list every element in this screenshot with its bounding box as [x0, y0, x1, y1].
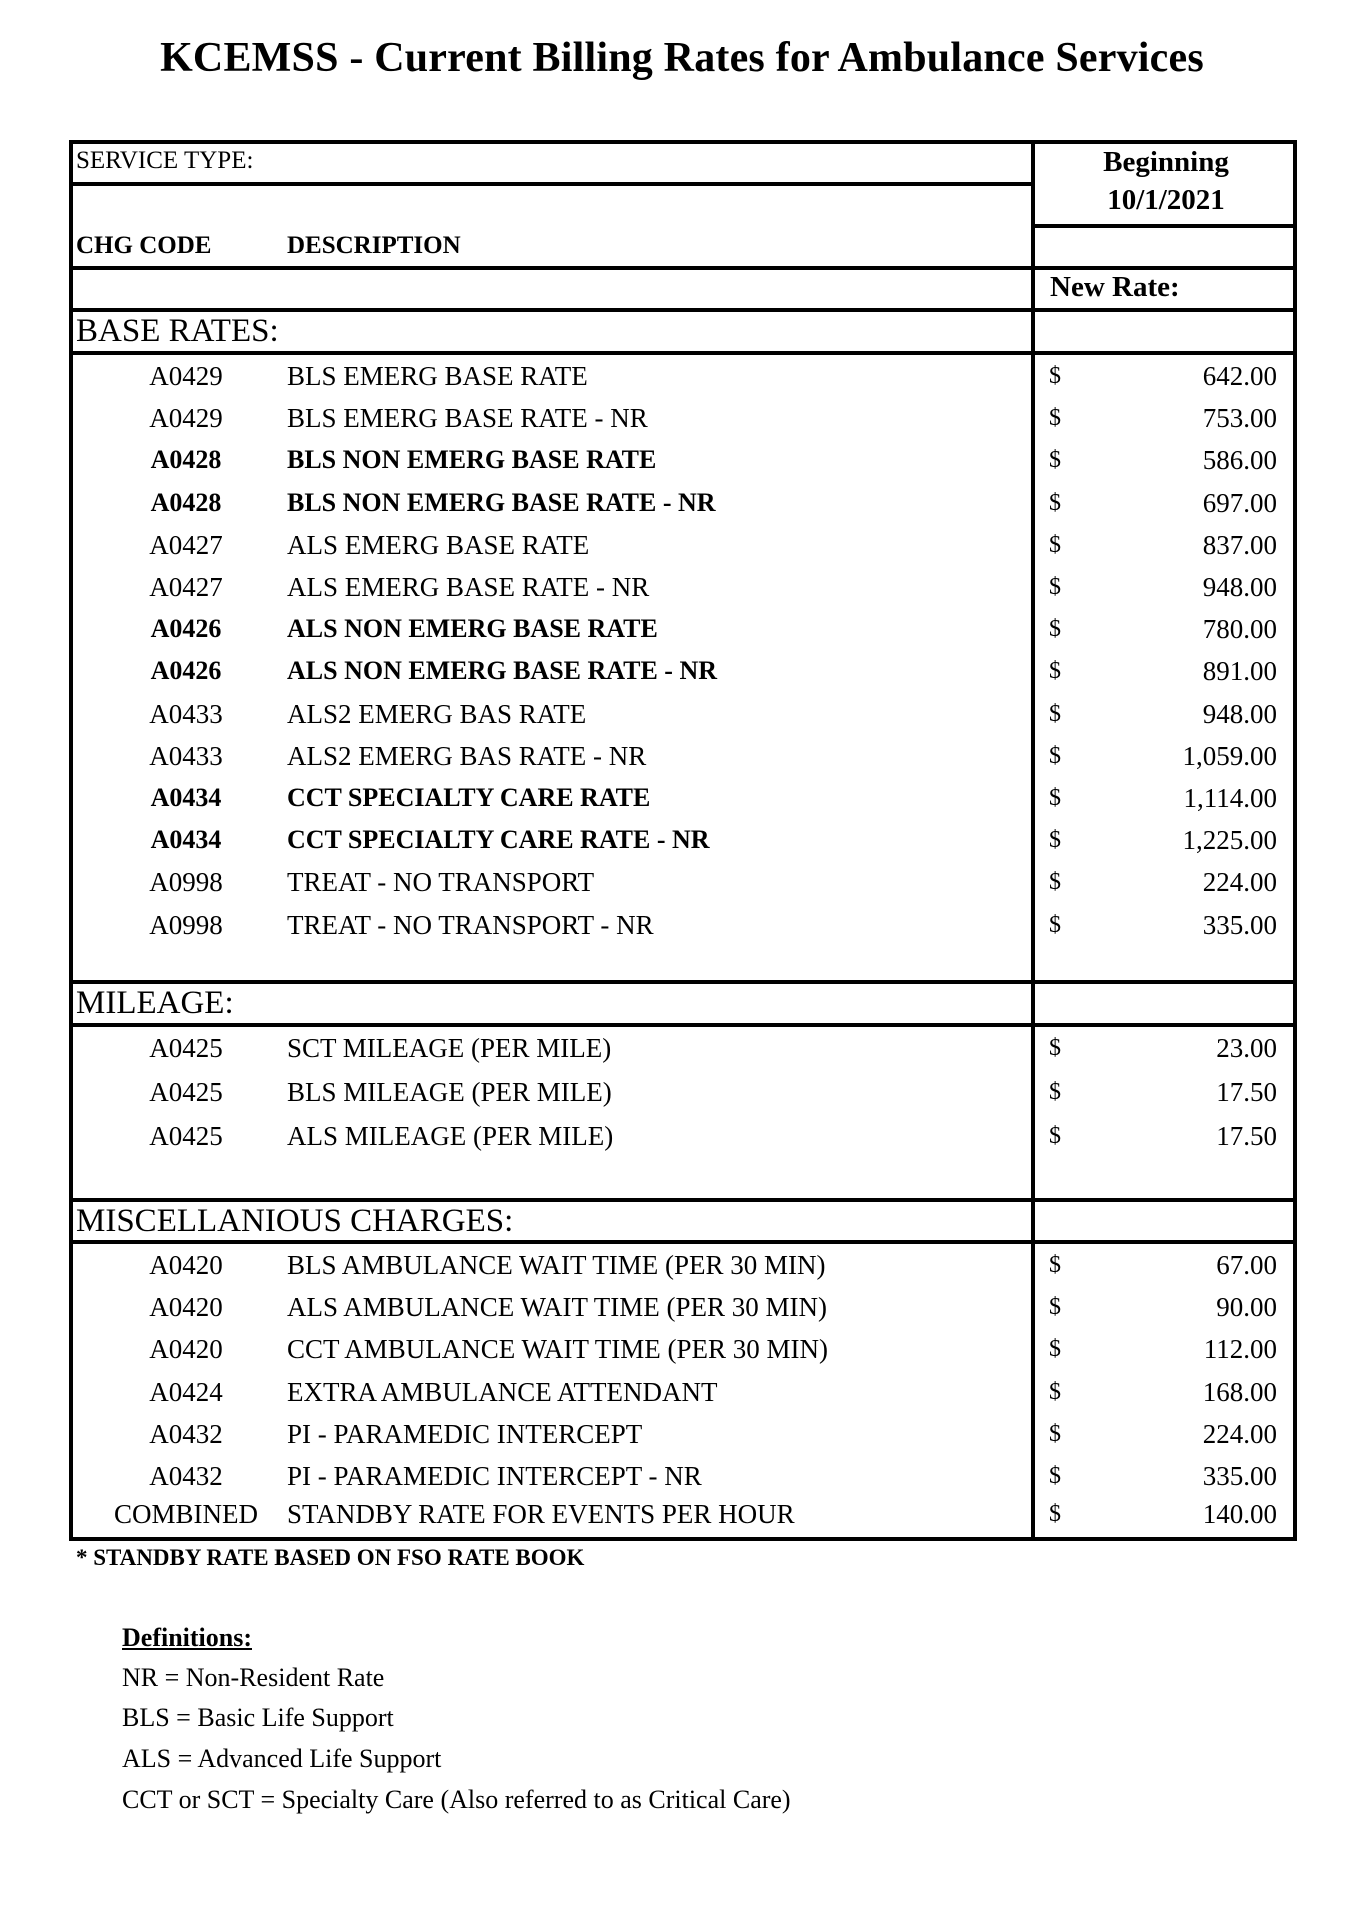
definition-item: BLS = Basic Life Support	[122, 1703, 394, 1732]
service-description: BLS AMBULANCE WAIT TIME (PER 30 MIN)	[287, 1250, 826, 1280]
rate-amount: 224.00	[1202, 1418, 1277, 1449]
table-row	[69, 905, 1297, 945]
charge-code: A0427	[149, 529, 223, 560]
section-title-misc: MISCELLANIOUS CHARGES:	[76, 1203, 514, 1239]
table-row	[69, 483, 1297, 523]
table-row	[69, 820, 1297, 860]
table-row	[69, 778, 1297, 818]
service-description: ALS NON EMERG BASE RATE - NR	[287, 656, 718, 686]
service-description: CCT AMBULANCE WAIT TIME (PER 30 MIN)	[287, 1334, 829, 1365]
charge-code: A0434	[150, 783, 222, 812]
new-rate-header: New Rate:	[1050, 271, 1180, 303]
service-description: ALS2 EMERG BAS RATE - NR	[287, 740, 647, 771]
table-rule	[1031, 224, 1297, 228]
table-rule	[69, 266, 1297, 270]
rate-amount: 335.00	[1202, 909, 1277, 940]
charge-code: A0420	[149, 1250, 223, 1280]
currency-symbol: $	[1049, 1420, 1061, 1447]
currency-symbol: $	[1049, 1294, 1061, 1321]
table-row	[69, 1372, 1297, 1412]
table-row	[69, 1072, 1297, 1112]
charge-code: A0432	[149, 1418, 223, 1449]
table-rule	[69, 1023, 1297, 1027]
table-row	[69, 567, 1297, 607]
table-row	[69, 862, 1297, 902]
rate-amount: 23.00	[1216, 1033, 1277, 1063]
table-rule	[69, 1240, 1297, 1244]
rate-amount: 140.00	[1202, 1499, 1277, 1529]
currency-symbol: $	[1049, 1123, 1061, 1149]
service-description: BLS NON EMERG BASE RATE - NR	[287, 487, 716, 517]
definition-item: NR = Non-Resident Rate	[122, 1663, 385, 1692]
rate-amount: 17.50	[1216, 1121, 1277, 1151]
rate-amount: 837.00	[1202, 529, 1277, 560]
chg-code-header: CHG CODE	[76, 232, 212, 259]
rate-amount: 780.00	[1202, 614, 1277, 645]
charge-code: COMBINED	[113, 1499, 258, 1529]
charge-code: A0434	[150, 825, 222, 855]
service-description: CCT SPECIALTY CARE RATE - NR	[287, 825, 710, 855]
effective-date: 10/1/2021	[1107, 184, 1225, 216]
table-row	[69, 525, 1297, 565]
charge-code: A0429	[149, 403, 223, 434]
table-row	[69, 1329, 1297, 1369]
charge-code: A0420	[149, 1334, 223, 1365]
currency-symbol: $	[1049, 1035, 1061, 1061]
standby-footnote: * STANDBY RATE BASED ON FSO RATE BOOK	[76, 1545, 585, 1570]
table-row	[69, 1245, 1297, 1285]
rate-amount: 17.50	[1216, 1077, 1277, 1107]
charge-code: A0432	[149, 1461, 223, 1491]
charge-code: A0428	[150, 445, 222, 475]
rate-amount: 1,114.00	[1183, 783, 1277, 813]
charge-code: A0425	[149, 1033, 223, 1063]
definition-item: CCT or SCT = Specialty Care (Also referred to as Critical Care)	[122, 1785, 791, 1814]
currency-symbol: $	[1049, 1501, 1061, 1527]
charge-code: A0429	[149, 361, 223, 391]
rate-amount: 90.00	[1216, 1292, 1277, 1323]
currency-symbol: $	[1049, 1378, 1061, 1405]
charge-code: A0425	[149, 1077, 223, 1107]
rate-amount: 697.00	[1202, 487, 1277, 518]
currency-symbol: $	[1049, 742, 1061, 769]
service-description: ALS EMERG BASE RATE - NR	[287, 572, 650, 602]
service-description: BLS MILEAGE (PER MILE)	[287, 1077, 612, 1107]
rate-amount: 67.00	[1216, 1250, 1277, 1280]
rate-amount: 642.00	[1202, 361, 1277, 391]
charge-code: A0998	[149, 867, 223, 898]
service-description: PI - PARAMEDIC INTERCEPT	[287, 1418, 643, 1449]
rate-amount: 948.00	[1202, 698, 1277, 729]
service-description: CCT SPECIALTY CARE RATE	[287, 783, 651, 812]
rate-amount: 753.00	[1202, 403, 1277, 434]
table-row	[69, 736, 1297, 776]
service-description: SCT MILEAGE (PER MILE)	[287, 1033, 612, 1063]
charge-code: A0426	[150, 614, 222, 644]
currency-symbol: $	[1049, 531, 1061, 558]
table-row	[69, 1028, 1297, 1068]
table-row	[69, 440, 1297, 480]
currency-symbol: $	[1049, 911, 1061, 938]
rate-amount: 586.00	[1202, 445, 1277, 476]
service-description: ALS EMERG BASE RATE	[287, 529, 590, 560]
currency-symbol: $	[1049, 616, 1061, 643]
beginning-label: Beginning	[1103, 146, 1229, 178]
service-description: STANDBY RATE FOR EVENTS PER HOUR	[287, 1499, 795, 1529]
table-row	[69, 1494, 1297, 1534]
rate-amount: 335.00	[1202, 1461, 1277, 1491]
currency-symbol: $	[1049, 700, 1061, 727]
charge-code: A0427	[149, 572, 223, 602]
table-row	[69, 609, 1297, 649]
rate-amount: 1,225.00	[1182, 825, 1277, 856]
charge-code: A0998	[149, 909, 223, 940]
table-row	[69, 1456, 1297, 1496]
table-row	[69, 1287, 1297, 1327]
service-type-label: SERVICE TYPE:	[76, 147, 254, 174]
charge-code: A0428	[150, 487, 222, 517]
currency-symbol: $	[1049, 574, 1061, 600]
currency-symbol: $	[1049, 1252, 1061, 1278]
charge-code: A0426	[150, 656, 222, 686]
currency-symbol: $	[1049, 869, 1061, 896]
table-row	[69, 398, 1297, 438]
table-row	[69, 651, 1297, 691]
table-row	[69, 1414, 1297, 1454]
table-row	[69, 694, 1297, 734]
service-description: ALS AMBULANCE WAIT TIME (PER 30 MIN)	[287, 1292, 828, 1323]
service-description: EXTRA AMBULANCE ATTENDANT	[287, 1376, 718, 1407]
rate-amount: 112.00	[1203, 1334, 1277, 1365]
service-description: PI - PARAMEDIC INTERCEPT - NR	[287, 1461, 702, 1491]
definition-item: ALS = Advanced Life Support	[122, 1744, 442, 1773]
service-description: TREAT - NO TRANSPORT - NR	[287, 909, 654, 940]
rate-amount: 891.00	[1202, 656, 1277, 687]
service-description: ALS MILEAGE (PER MILE)	[287, 1121, 614, 1151]
currency-symbol: $	[1049, 658, 1061, 685]
charge-code: A0433	[149, 698, 223, 729]
service-description: BLS NON EMERG BASE RATE	[287, 445, 657, 475]
currency-symbol: $	[1049, 785, 1061, 811]
rate-amount: 224.00	[1202, 867, 1277, 898]
service-description: BLS EMERG BASE RATE	[287, 361, 588, 391]
service-description: ALS NON EMERG BASE RATE	[287, 614, 658, 644]
currency-symbol: $	[1049, 827, 1061, 854]
currency-symbol: $	[1049, 1079, 1061, 1105]
currency-symbol: $	[1049, 447, 1061, 474]
currency-symbol: $	[1049, 363, 1061, 389]
currency-symbol: $	[1049, 405, 1061, 432]
rate-amount: 1,059.00	[1182, 740, 1277, 771]
section-title-base-rates: BASE RATES:	[76, 313, 279, 349]
table-rule	[69, 351, 1297, 355]
charge-code: A0420	[149, 1292, 223, 1323]
table-row	[69, 356, 1297, 396]
service-description: BLS EMERG BASE RATE - NR	[287, 403, 648, 434]
currency-symbol: $	[1049, 489, 1061, 516]
service-description: ALS2 EMERG BAS RATE	[287, 698, 587, 729]
table-rule	[69, 980, 1297, 984]
rate-amount: 948.00	[1202, 572, 1277, 602]
document-title: KCEMSS - Current Billing Rates for Ambulance Services	[160, 35, 1204, 81]
charge-code: A0433	[149, 740, 223, 771]
currency-symbol: $	[1049, 1463, 1061, 1489]
description-header: DESCRIPTION	[287, 232, 461, 259]
table-rule	[69, 182, 1035, 186]
table-row	[69, 1116, 1297, 1156]
definitions-title: Definitions:	[122, 1623, 252, 1652]
section-title-mileage: MILEAGE:	[76, 985, 234, 1021]
charge-code: A0425	[149, 1121, 223, 1151]
charge-code: A0424	[149, 1376, 223, 1407]
service-description: TREAT - NO TRANSPORT	[287, 867, 595, 898]
currency-symbol: $	[1049, 1336, 1061, 1363]
rate-amount: 168.00	[1202, 1376, 1277, 1407]
